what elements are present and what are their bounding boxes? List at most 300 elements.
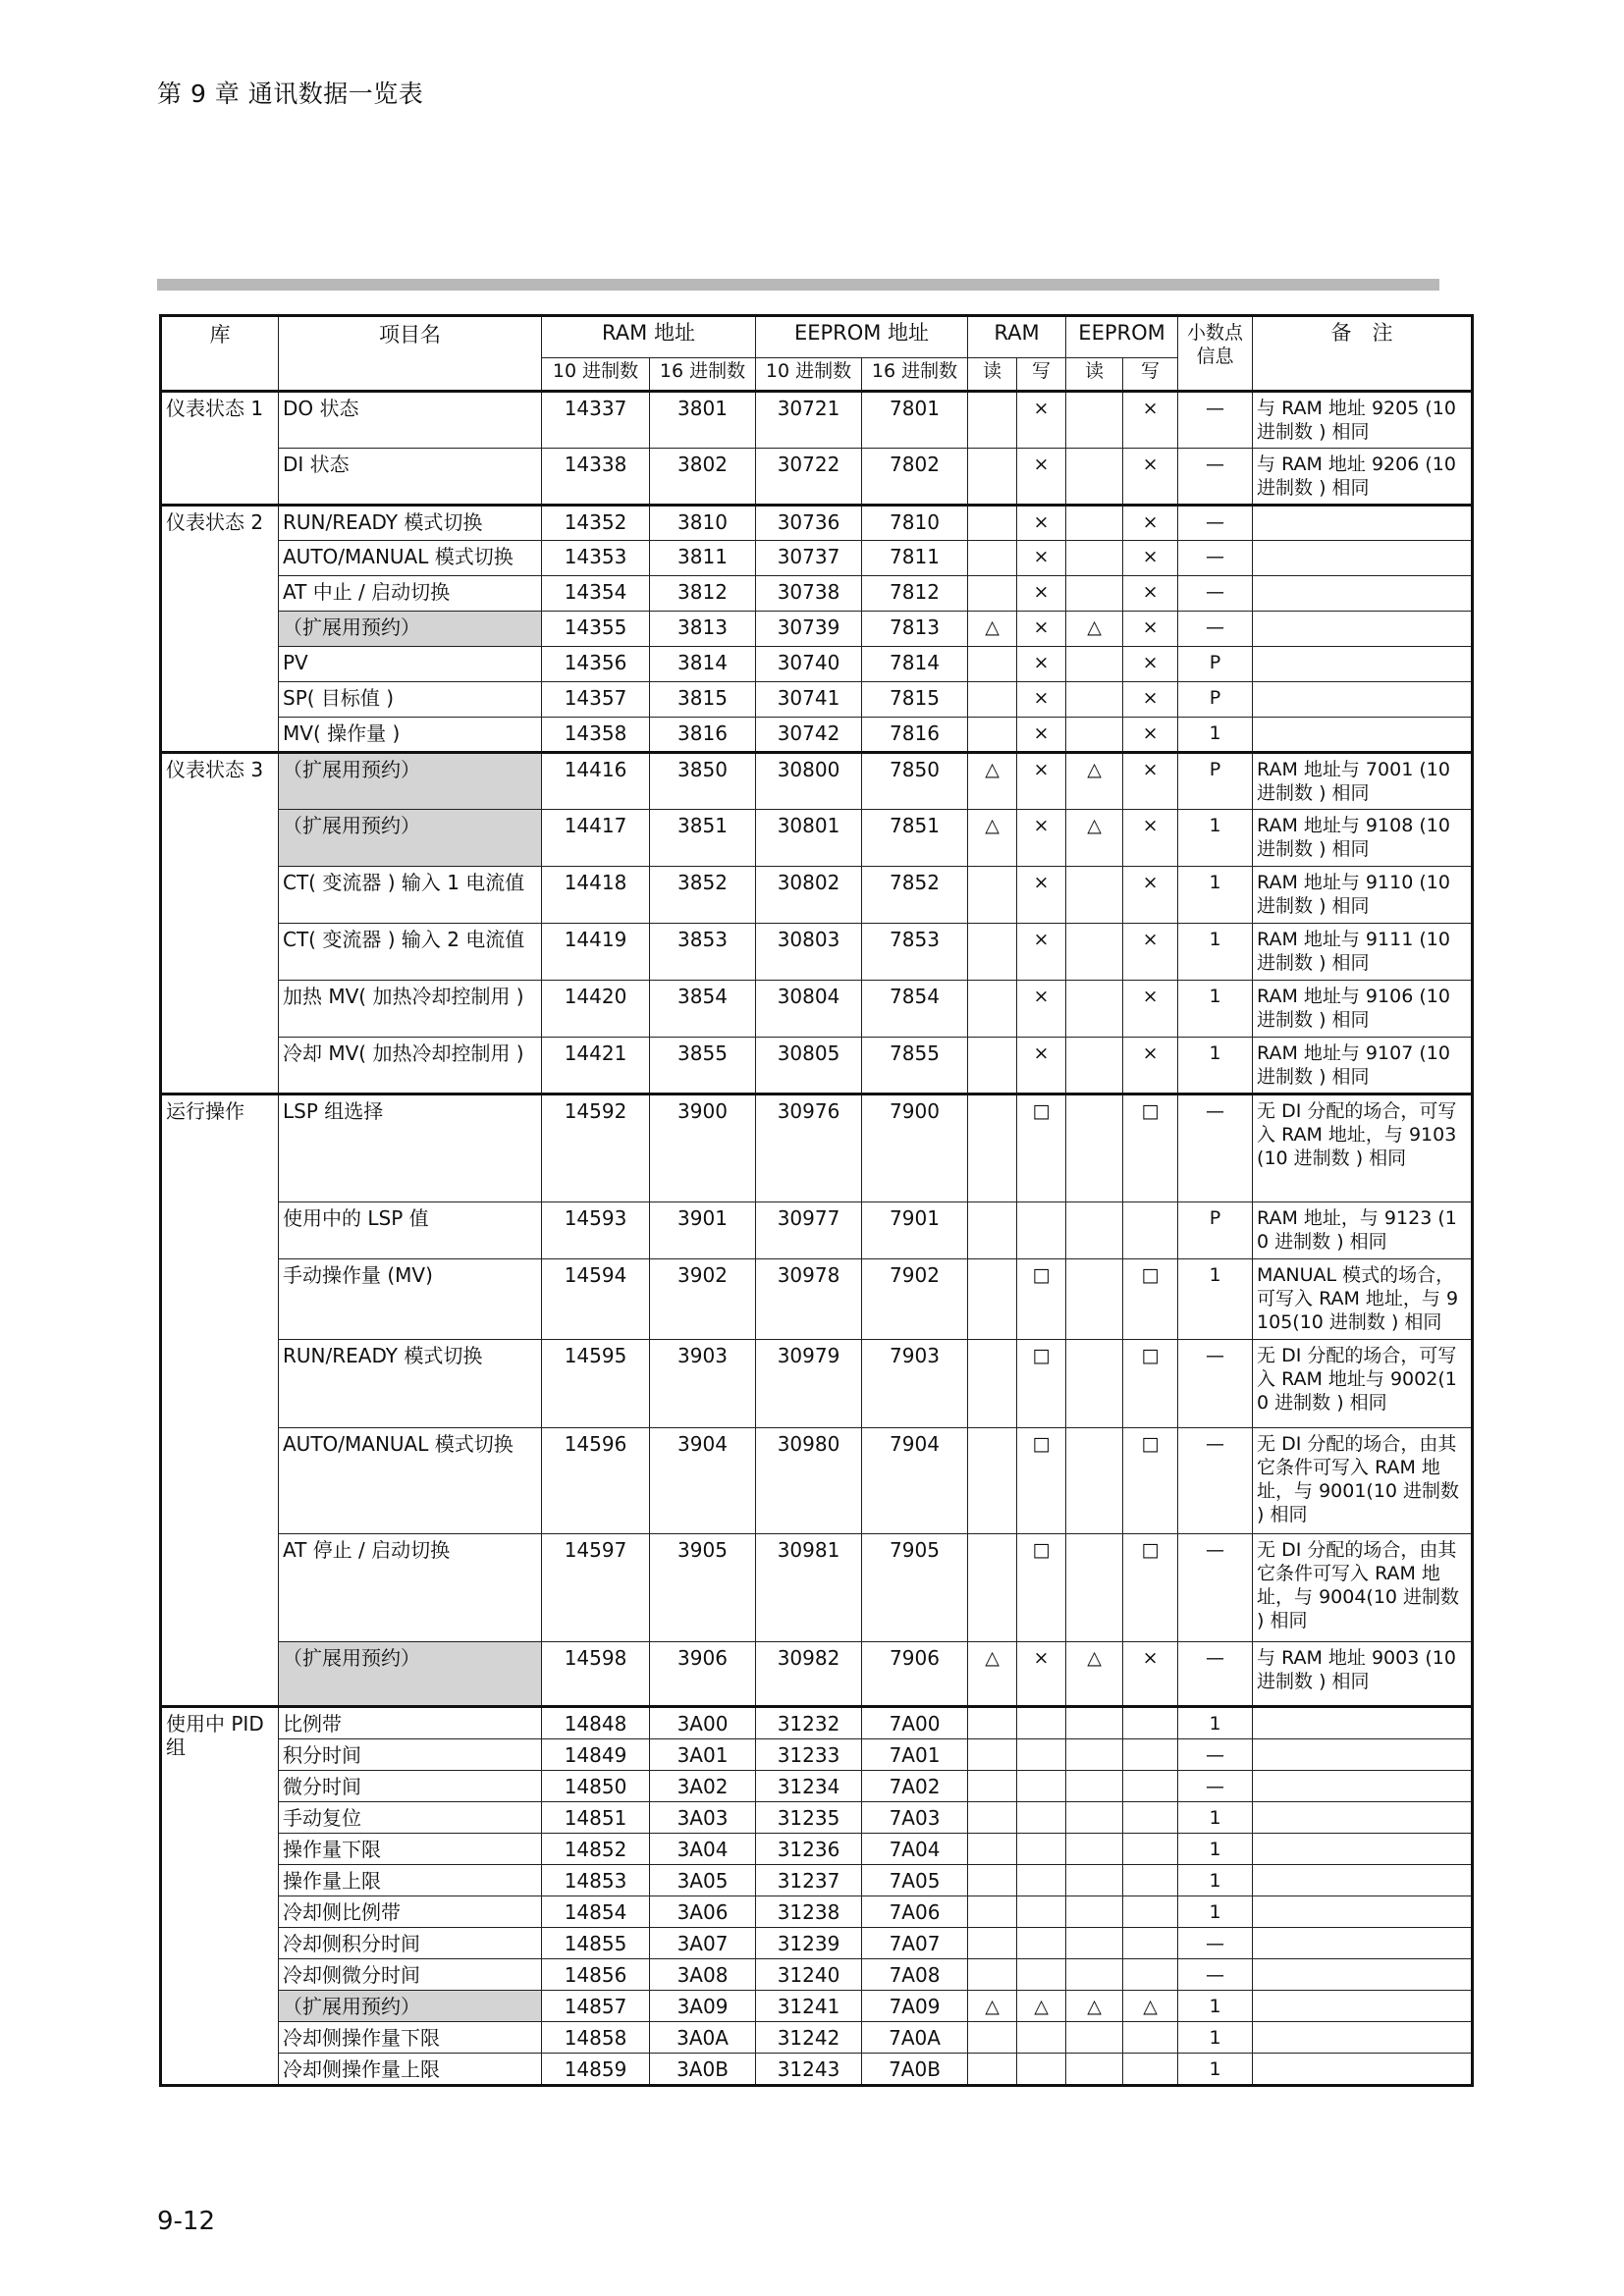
ram-dec10-cell: 14353 xyxy=(542,541,650,576)
eeprom-dec10-cell: 30804 xyxy=(756,981,862,1038)
table-row xyxy=(161,753,1473,810)
ram-dec10-cell: 14594 xyxy=(542,1259,650,1340)
table-row xyxy=(161,2054,1473,2086)
ram-write-cell xyxy=(1017,1896,1066,1928)
item-name-cell: 冷却 MV( 加热冷却控制用 ) xyxy=(279,1038,542,1095)
ram-hex16-cell: 3A09 xyxy=(650,1991,756,2022)
eeprom-dec10-cell: 31242 xyxy=(756,2022,862,2054)
item-name-cell: 使用中的 LSP 值 xyxy=(279,1202,542,1259)
table-row xyxy=(161,1959,1473,1991)
eeprom-hex16-cell: 7811 xyxy=(862,541,968,576)
item-name-cell: （扩展用预约） xyxy=(279,810,542,867)
item-name-cell: AUTO/MANUAL 模式切换 xyxy=(279,541,542,576)
eeprom-dec10-cell: 31238 xyxy=(756,1896,862,1928)
table-row xyxy=(161,647,1473,682)
ram-read-cell xyxy=(968,2022,1017,2054)
ram-dec10-cell: 14852 xyxy=(542,1834,650,1865)
eeprom-write-cell: × xyxy=(1123,392,1178,449)
eeprom-write-cell: × xyxy=(1123,576,1178,612)
eeprom-hex16-cell: 7A08 xyxy=(862,1959,968,1991)
eeprom-read-cell xyxy=(1066,1259,1123,1340)
ram-write-cell xyxy=(1017,1834,1066,1865)
item-name-cell: RUN/READY 模式切换 xyxy=(279,1340,542,1428)
eeprom-hex16-cell: 7813 xyxy=(862,612,968,647)
eeprom-hex16-cell: 7814 xyxy=(862,647,968,682)
table-row xyxy=(161,612,1473,647)
ram-write-cell xyxy=(1017,1865,1066,1896)
eeprom-dec10-cell: 30982 xyxy=(756,1642,862,1707)
ram-dec10-cell: 14596 xyxy=(542,1428,650,1534)
table-row xyxy=(161,392,1473,449)
ram-hex16-cell: 3851 xyxy=(650,810,756,867)
eeprom-dec10-cell: 31241 xyxy=(756,1991,862,2022)
ram-read-cell xyxy=(968,1959,1017,1991)
eeprom-read-cell xyxy=(1066,1896,1123,1928)
eeprom-hex16-cell: 7A09 xyxy=(862,1991,968,2022)
decimal-info-cell: — xyxy=(1178,1739,1253,1771)
header-ram-write: 写 xyxy=(1017,358,1066,392)
eeprom-dec10-cell: 30742 xyxy=(756,718,862,753)
eeprom-dec10-cell: 30802 xyxy=(756,867,862,924)
note-cell: RAM 地址与 9111 (10 进制数 ) 相同 xyxy=(1253,924,1473,981)
header-eeprom: EEPROM xyxy=(1066,316,1178,358)
eeprom-read-cell xyxy=(1066,2054,1123,2086)
ram-write-cell xyxy=(1017,1707,1066,1739)
ram-hex16-cell: 3802 xyxy=(650,449,756,506)
table-row xyxy=(161,576,1473,612)
table-row xyxy=(161,867,1473,924)
header-eeprom-hex16: 16 进制数 xyxy=(862,358,968,392)
ram-write-cell xyxy=(1017,2022,1066,2054)
eeprom-dec10-cell: 30976 xyxy=(756,1095,862,1202)
ram-hex16-cell: 3A04 xyxy=(650,1834,756,1865)
ram-hex16-cell: 3810 xyxy=(650,506,756,541)
eeprom-hex16-cell: 7855 xyxy=(862,1038,968,1095)
eeprom-write-cell: □ xyxy=(1123,1534,1178,1642)
ram-dec10-cell: 14417 xyxy=(542,810,650,867)
note-cell xyxy=(1253,1802,1473,1834)
ram-hex16-cell: 3905 xyxy=(650,1534,756,1642)
ram-write-cell: △ xyxy=(1017,1991,1066,2022)
header-rule-bar xyxy=(157,279,1439,291)
item-name-cell: 冷却侧积分时间 xyxy=(279,1928,542,1959)
ram-hex16-cell: 3813 xyxy=(650,612,756,647)
ram-write-cell: × xyxy=(1017,867,1066,924)
header-ram-read: 读 xyxy=(968,358,1017,392)
ram-read-cell xyxy=(968,1428,1017,1534)
eeprom-dec10-cell: 30979 xyxy=(756,1340,862,1428)
eeprom-write-cell: × xyxy=(1123,1642,1178,1707)
eeprom-read-cell xyxy=(1066,1834,1123,1865)
eeprom-write-cell xyxy=(1123,2054,1178,2086)
eeprom-write-cell: × xyxy=(1123,981,1178,1038)
header-note: 备 注 xyxy=(1253,316,1473,392)
header-eeprom-write: 写 xyxy=(1123,358,1178,392)
eeprom-hex16-cell: 7906 xyxy=(862,1642,968,1707)
ram-dec10-cell: 14356 xyxy=(542,647,650,682)
note-cell: RAM 地址与 7001 (10 进制数 ) 相同 xyxy=(1253,753,1473,810)
eeprom-write-cell: □ xyxy=(1123,1095,1178,1202)
note-cell: 与 RAM 地址 9003 (10 进制数 ) 相同 xyxy=(1253,1642,1473,1707)
eeprom-read-cell xyxy=(1066,981,1123,1038)
ram-read-cell xyxy=(968,506,1017,541)
table-row xyxy=(161,1739,1473,1771)
eeprom-write-cell xyxy=(1123,1802,1178,1834)
eeprom-dec10-cell: 30736 xyxy=(756,506,862,541)
ram-read-cell: △ xyxy=(968,753,1017,810)
ram-dec10-cell: 14357 xyxy=(542,682,650,718)
table-row xyxy=(161,1259,1473,1340)
note-cell: 无 DI 分配的场合，可写入 RAM 地址与 9002(10 进制数 ) 相同 xyxy=(1253,1340,1473,1428)
ram-read-cell xyxy=(968,867,1017,924)
ram-read-cell xyxy=(968,541,1017,576)
eeprom-read-cell xyxy=(1066,2022,1123,2054)
decimal-info-cell: P xyxy=(1178,753,1253,810)
header-ram-hex16: 16 进制数 xyxy=(650,358,756,392)
eeprom-dec10-cell: 30800 xyxy=(756,753,862,810)
eeprom-write-cell: × xyxy=(1123,541,1178,576)
ram-dec10-cell: 14597 xyxy=(542,1534,650,1642)
eeprom-read-cell: △ xyxy=(1066,612,1123,647)
eeprom-write-cell xyxy=(1123,1865,1178,1896)
header-eeprom-read: 读 xyxy=(1066,358,1123,392)
ram-hex16-cell: 3A0A xyxy=(650,2022,756,2054)
eeprom-write-cell: × xyxy=(1123,924,1178,981)
eeprom-read-cell xyxy=(1066,1095,1123,1202)
ram-hex16-cell: 3903 xyxy=(650,1340,756,1428)
ram-dec10-cell: 14849 xyxy=(542,1739,650,1771)
eeprom-write-cell xyxy=(1123,1834,1178,1865)
note-cell: 无 DI 分配的场合，由其它条件可写入 RAM 地址，与 9001(10 进制数 ) 相同 xyxy=(1253,1428,1473,1534)
ram-hex16-cell: 3853 xyxy=(650,924,756,981)
ram-dec10-cell: 14418 xyxy=(542,867,650,924)
library-cell: 仪表状态 3 xyxy=(161,753,279,1095)
eeprom-hex16-cell: 7A05 xyxy=(862,1865,968,1896)
eeprom-read-cell xyxy=(1066,1771,1123,1802)
eeprom-write-cell: × xyxy=(1123,647,1178,682)
decimal-info-cell: 1 xyxy=(1178,1802,1253,1834)
ram-read-cell xyxy=(968,576,1017,612)
ram-dec10-cell: 14420 xyxy=(542,981,650,1038)
eeprom-read-cell xyxy=(1066,718,1123,753)
header-ram-dec10: 10 进制数 xyxy=(542,358,650,392)
eeprom-read-cell xyxy=(1066,867,1123,924)
table-row xyxy=(161,1038,1473,1095)
ram-hex16-cell: 3850 xyxy=(650,753,756,810)
eeprom-hex16-cell: 7A0B xyxy=(862,2054,968,2086)
decimal-info-cell: — xyxy=(1178,1771,1253,1802)
item-name-cell: MV( 操作量 ) xyxy=(279,718,542,753)
note-cell xyxy=(1253,2054,1473,2086)
table-row xyxy=(161,1534,1473,1642)
ram-write-cell xyxy=(1017,1802,1066,1834)
ram-write-cell: × xyxy=(1017,981,1066,1038)
note-cell xyxy=(1253,1771,1473,1802)
ram-dec10-cell: 14419 xyxy=(542,924,650,981)
eeprom-hex16-cell: 7A06 xyxy=(862,1896,968,1928)
decimal-info-cell: — xyxy=(1178,1428,1253,1534)
note-cell xyxy=(1253,1959,1473,1991)
item-name-cell: SP( 目标值 ) xyxy=(279,682,542,718)
eeprom-hex16-cell: 7853 xyxy=(862,924,968,981)
item-name-cell: 冷却侧操作量上限 xyxy=(279,2054,542,2086)
ram-dec10-cell: 14355 xyxy=(542,612,650,647)
ram-write-cell xyxy=(1017,1928,1066,1959)
item-name-cell: 冷却侧操作量下限 xyxy=(279,2022,542,2054)
decimal-info-cell: P xyxy=(1178,1202,1253,1259)
note-cell xyxy=(1253,541,1473,576)
table-row xyxy=(161,1802,1473,1834)
item-name-cell: RUN/READY 模式切换 xyxy=(279,506,542,541)
ram-hex16-cell: 3A02 xyxy=(650,1771,756,1802)
note-cell xyxy=(1253,612,1473,647)
eeprom-dec10-cell: 31237 xyxy=(756,1865,862,1896)
eeprom-write-cell: × xyxy=(1123,753,1178,810)
eeprom-read-cell: △ xyxy=(1066,1991,1123,2022)
eeprom-read-cell xyxy=(1066,1865,1123,1896)
eeprom-dec10-cell: 31240 xyxy=(756,1959,862,1991)
table-row xyxy=(161,1991,1473,2022)
item-name-cell: 加热 MV( 加热冷却控制用 ) xyxy=(279,981,542,1038)
decimal-info-cell: 1 xyxy=(1178,1991,1253,2022)
header-ram: RAM xyxy=(968,316,1066,358)
table-row xyxy=(161,1865,1473,1896)
item-name-cell: （扩展用预约） xyxy=(279,1991,542,2022)
eeprom-hex16-cell: 7903 xyxy=(862,1340,968,1428)
decimal-info-cell: — xyxy=(1178,449,1253,506)
ram-hex16-cell: 3902 xyxy=(650,1259,756,1340)
eeprom-dec10-cell: 31233 xyxy=(756,1739,862,1771)
table-row xyxy=(161,1896,1473,1928)
eeprom-dec10-cell: 30740 xyxy=(756,647,862,682)
table-row xyxy=(161,981,1473,1038)
ram-hex16-cell: 3852 xyxy=(650,867,756,924)
note-cell: RAM 地址，与 9123 (10 进制数 ) 相同 xyxy=(1253,1202,1473,1259)
decimal-info-cell: 1 xyxy=(1178,1834,1253,1865)
ram-dec10-cell: 14593 xyxy=(542,1202,650,1259)
eeprom-write-cell xyxy=(1123,1739,1178,1771)
ram-hex16-cell: 3A06 xyxy=(650,1896,756,1928)
eeprom-dec10-cell: 30738 xyxy=(756,576,862,612)
ram-dec10-cell: 14358 xyxy=(542,718,650,753)
note-cell: 无 DI 分配的场合，由其它条件可写入 RAM 地址，与 9004(10 进制数 ) 相同 xyxy=(1253,1534,1473,1642)
ram-hex16-cell: 3815 xyxy=(650,682,756,718)
ram-read-cell xyxy=(968,1771,1017,1802)
eeprom-write-cell: □ xyxy=(1123,1428,1178,1534)
decimal-info-cell: — xyxy=(1178,541,1253,576)
eeprom-dec10-cell: 31243 xyxy=(756,2054,862,2086)
eeprom-read-cell xyxy=(1066,1340,1123,1428)
eeprom-read-cell xyxy=(1066,1202,1123,1259)
eeprom-hex16-cell: 7904 xyxy=(862,1428,968,1534)
note-cell xyxy=(1253,1928,1473,1959)
ram-read-cell: △ xyxy=(968,810,1017,867)
eeprom-dec10-cell: 30978 xyxy=(756,1259,862,1340)
ram-write-cell: × xyxy=(1017,1038,1066,1095)
item-name-cell: 操作量上限 xyxy=(279,1865,542,1896)
eeprom-write-cell: □ xyxy=(1123,1340,1178,1428)
ram-dec10-cell: 14595 xyxy=(542,1340,650,1428)
ram-read-cell xyxy=(968,1896,1017,1928)
ram-dec10-cell: 14857 xyxy=(542,1991,650,2022)
table-row xyxy=(161,449,1473,506)
eeprom-read-cell xyxy=(1066,576,1123,612)
eeprom-read-cell: △ xyxy=(1066,1642,1123,1707)
ram-read-cell xyxy=(968,647,1017,682)
note-cell xyxy=(1253,647,1473,682)
table-row xyxy=(161,682,1473,718)
ram-dec10-cell: 14352 xyxy=(542,506,650,541)
eeprom-dec10-cell: 31236 xyxy=(756,1834,862,1865)
ram-read-cell: △ xyxy=(968,1642,1017,1707)
ram-hex16-cell: 3A08 xyxy=(650,1959,756,1991)
note-cell: RAM 地址与 9107 (10 进制数 ) 相同 xyxy=(1253,1038,1473,1095)
note-cell: RAM 地址与 9110 (10 进制数 ) 相同 xyxy=(1253,867,1473,924)
note-cell xyxy=(1253,1991,1473,2022)
eeprom-write-cell: × xyxy=(1123,867,1178,924)
ram-read-cell xyxy=(968,1095,1017,1202)
ram-read-cell: △ xyxy=(968,1991,1017,2022)
ram-write-cell: × xyxy=(1017,449,1066,506)
ram-hex16-cell: 3904 xyxy=(650,1428,756,1534)
ram-read-cell xyxy=(968,392,1017,449)
eeprom-dec10-cell: 30741 xyxy=(756,682,862,718)
eeprom-read-cell xyxy=(1066,1959,1123,1991)
eeprom-read-cell xyxy=(1066,506,1123,541)
decimal-info-cell: — xyxy=(1178,612,1253,647)
table-body xyxy=(161,392,1473,2086)
ram-read-cell xyxy=(968,1802,1017,1834)
library-cell: 使用中 PID 组 xyxy=(161,1707,279,2086)
ram-dec10-cell: 14337 xyxy=(542,392,650,449)
ram-read-cell xyxy=(968,924,1017,981)
decimal-info-cell: 1 xyxy=(1178,1707,1253,1739)
ram-dec10-cell: 14858 xyxy=(542,2022,650,2054)
ram-write-cell: × xyxy=(1017,392,1066,449)
decimal-info-cell: 1 xyxy=(1178,1896,1253,1928)
eeprom-read-cell: △ xyxy=(1066,810,1123,867)
ram-write-cell: □ xyxy=(1017,1095,1066,1202)
decimal-info-cell: — xyxy=(1178,1534,1253,1642)
decimal-info-cell: — xyxy=(1178,1340,1253,1428)
eeprom-hex16-cell: 7802 xyxy=(862,449,968,506)
note-cell xyxy=(1253,1739,1473,1771)
decimal-info-cell: — xyxy=(1178,1095,1253,1202)
ram-write-cell: × xyxy=(1017,753,1066,810)
item-name-cell: 手动操作量 (MV) xyxy=(279,1259,542,1340)
item-name-cell: 冷却侧微分时间 xyxy=(279,1959,542,1991)
note-cell: 无 DI 分配的场合，可写入 RAM 地址，与 9103(10 进制数 ) 相同 xyxy=(1253,1095,1473,1202)
eeprom-read-cell xyxy=(1066,1534,1123,1642)
header-lib: 库 xyxy=(161,316,279,392)
eeprom-dec10-cell: 30977 xyxy=(756,1202,862,1259)
item-name-cell: LSP 组选择 xyxy=(279,1095,542,1202)
eeprom-write-cell: × xyxy=(1123,449,1178,506)
ram-read-cell xyxy=(968,1739,1017,1771)
ram-write-cell: × xyxy=(1017,810,1066,867)
ram-read-cell xyxy=(968,1928,1017,1959)
ram-write-cell: × xyxy=(1017,576,1066,612)
library-cell: 仪表状态 2 xyxy=(161,506,279,753)
decimal-info-cell: 1 xyxy=(1178,1865,1253,1896)
item-name-cell: AT 停止 / 启动切换 xyxy=(279,1534,542,1642)
table-row xyxy=(161,1834,1473,1865)
ram-dec10-cell: 14338 xyxy=(542,449,650,506)
item-name-cell: 积分时间 xyxy=(279,1739,542,1771)
decimal-info-cell: P xyxy=(1178,647,1253,682)
decimal-info-cell: 1 xyxy=(1178,981,1253,1038)
ram-write-cell xyxy=(1017,1959,1066,1991)
decimal-info-cell: — xyxy=(1178,1959,1253,1991)
eeprom-write-cell xyxy=(1123,1928,1178,1959)
eeprom-write-cell: □ xyxy=(1123,1259,1178,1340)
ram-hex16-cell: 3816 xyxy=(650,718,756,753)
note-cell xyxy=(1253,682,1473,718)
eeprom-write-cell xyxy=(1123,1896,1178,1928)
eeprom-write-cell: × xyxy=(1123,810,1178,867)
item-name-cell: 操作量下限 xyxy=(279,1834,542,1865)
eeprom-hex16-cell: 7854 xyxy=(862,981,968,1038)
note-cell xyxy=(1253,1865,1473,1896)
eeprom-read-cell xyxy=(1066,1928,1123,1959)
ram-hex16-cell: 3854 xyxy=(650,981,756,1038)
page-number: 9-12 xyxy=(157,2207,216,2236)
note-cell: RAM 地址与 9106 (10 进制数 ) 相同 xyxy=(1253,981,1473,1038)
ram-read-cell xyxy=(968,1038,1017,1095)
ram-hex16-cell: 3A03 xyxy=(650,1802,756,1834)
eeprom-read-cell xyxy=(1066,392,1123,449)
decimal-info-cell: 1 xyxy=(1178,924,1253,981)
ram-dec10-cell: 14354 xyxy=(542,576,650,612)
ram-write-cell: □ xyxy=(1017,1428,1066,1534)
ram-dec10-cell: 14855 xyxy=(542,1928,650,1959)
item-name-cell: CT( 变流器 ) 输入 1 电流值 xyxy=(279,867,542,924)
ram-read-cell xyxy=(968,981,1017,1038)
note-cell xyxy=(1253,1707,1473,1739)
eeprom-dec10-cell: 30739 xyxy=(756,612,862,647)
ram-read-cell xyxy=(968,1707,1017,1739)
eeprom-hex16-cell: 7905 xyxy=(862,1534,968,1642)
eeprom-hex16-cell: 7A0A xyxy=(862,2022,968,2054)
ram-dec10-cell: 14421 xyxy=(542,1038,650,1095)
table-row xyxy=(161,1202,1473,1259)
ram-write-cell xyxy=(1017,1739,1066,1771)
item-name-cell: （扩展用预约） xyxy=(279,612,542,647)
eeprom-read-cell xyxy=(1066,1428,1123,1534)
eeprom-dec10-cell: 31235 xyxy=(756,1802,862,1834)
eeprom-read-cell xyxy=(1066,1038,1123,1095)
header-ram-addr: RAM 地址 xyxy=(542,316,756,358)
ram-read-cell xyxy=(968,1534,1017,1642)
decimal-info-cell: 1 xyxy=(1178,867,1253,924)
eeprom-read-cell xyxy=(1066,924,1123,981)
ram-write-cell xyxy=(1017,1202,1066,1259)
table-row xyxy=(161,1707,1473,1739)
note-cell: 与 RAM 地址 9205 (10 进制数 ) 相同 xyxy=(1253,392,1473,449)
ram-write-cell xyxy=(1017,1771,1066,1802)
note-cell: 与 RAM 地址 9206 (10 进制数 ) 相同 xyxy=(1253,449,1473,506)
decimal-info-cell: 1 xyxy=(1178,2022,1253,2054)
eeprom-hex16-cell: 7A07 xyxy=(862,1928,968,1959)
ram-hex16-cell: 3A0B xyxy=(650,2054,756,2086)
ram-write-cell: × xyxy=(1017,924,1066,981)
ram-write-cell: × xyxy=(1017,682,1066,718)
header-decimal: 小数点信息 xyxy=(1178,316,1253,392)
ram-write-cell: □ xyxy=(1017,1534,1066,1642)
eeprom-write-cell: × xyxy=(1123,682,1178,718)
table-row xyxy=(161,718,1473,753)
eeprom-hex16-cell: 7A01 xyxy=(862,1739,968,1771)
